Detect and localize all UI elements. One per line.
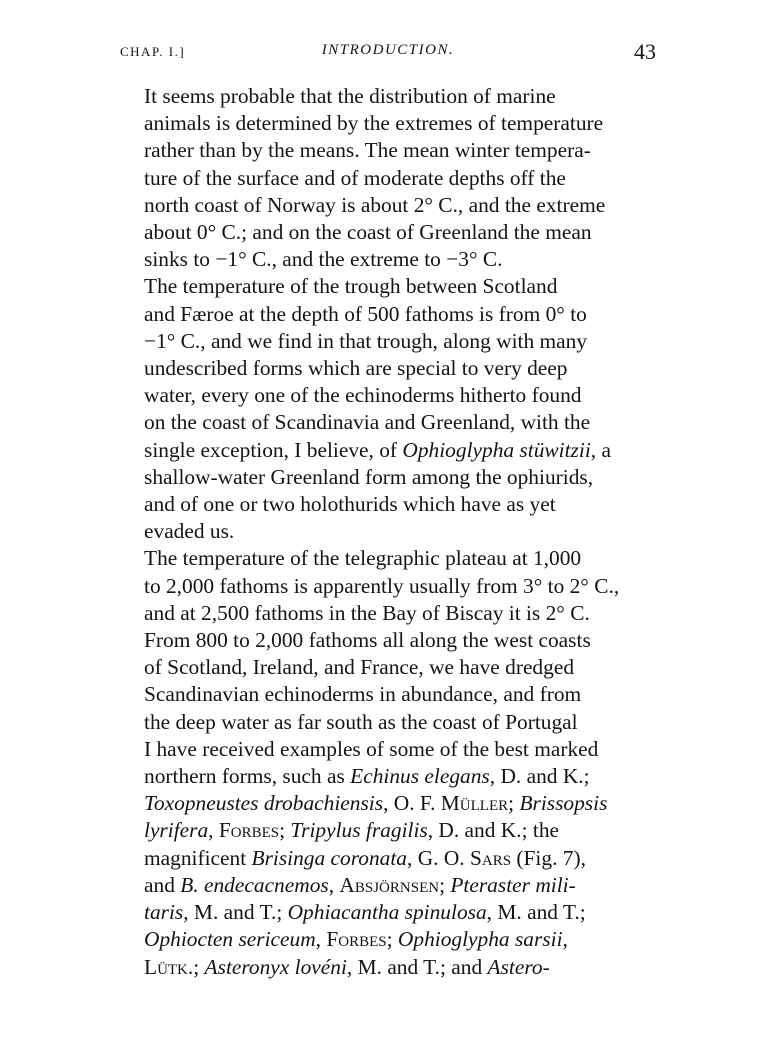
body-text <box>120 83 656 981</box>
text-line: and of one or two holothurids which have as yet <box>144 492 556 517</box>
text-line: It seems probable that the distribution of marine <box>144 84 556 108</box>
text-line: and Færoe at the depth of 500 fathoms is from 0° to <box>144 301 587 326</box>
text-line: single exception, I believe, of Ophioglypha stüwitzii, a <box>144 437 611 462</box>
paragraph-1 <box>120 83 656 273</box>
text-line: From 800 to 2,000 fathoms all along the west coasts <box>144 628 591 653</box>
text-line: northern forms, such as Echinus elegans, D. and K.; <box>144 764 590 789</box>
text-line: and B. endecacnemos, Absjörnsen; Pteraster mili- <box>144 872 576 897</box>
text-line: evaded us. <box>144 519 235 544</box>
paragraph-3 <box>120 545 656 980</box>
text-line: north coast of Norway is about 2° C., and the extreme <box>144 192 606 217</box>
paragraph-2 <box>120 273 656 545</box>
text-line: and at 2,500 fathoms in the Bay of Biscay it is 2° C. <box>144 600 590 625</box>
chapter-label: CHAP. I.] <box>120 44 186 59</box>
text-line: on the coast of Scandinavia and Greenland, with the <box>144 410 591 435</box>
text-line: rather than by the means. The mean winter tempera- <box>144 138 591 163</box>
text-line: undescribed forms which are special to very deep <box>144 356 568 381</box>
text-line: the deep water as far south as the coast of Portugal <box>144 709 578 734</box>
text-line: water, every one of the echinoderms hitherto found <box>144 383 582 408</box>
text-line: animals is determined by the extremes of temperature <box>144 111 604 136</box>
text-line: taris, M. and T.; Ophiacantha spinulosa, M. and T.; <box>144 900 586 925</box>
text-line: The temperature of the telegraphic plateau at 1,000 <box>144 546 582 571</box>
text-line: about 0° C.; and on the coast of Greenland the mean <box>144 220 592 245</box>
text-line: The temperature of the trough between Scotland <box>144 274 558 299</box>
text-line: shallow-water Greenland form among the ophiurids, <box>144 464 594 489</box>
running-header <box>120 38 656 68</box>
text-line: magnificent Brisinga coronata, G. O. Sars (Fig. 7), <box>144 845 586 870</box>
page-number: 43 <box>634 39 656 64</box>
text-line: lyrifera, Forbes; Tripylus fragilis, D. and K.; the <box>144 818 560 843</box>
text-line: ture of the surface and of moderate depths off the <box>144 165 566 190</box>
text-line: of Scotland, Ireland, and France, we have dredged <box>144 655 575 680</box>
text-line: I have received examples of some of the best marked <box>144 736 599 761</box>
text-line: Scandinavian echinoderms in abundance, and from <box>144 682 582 707</box>
text-line: sinks to −1° C., and the extreme to −3° C. <box>144 247 503 272</box>
running-title: INTRODUCTION. <box>321 42 455 58</box>
text-line: Ophiocten sericeum, Forbes; Ophioglypha sarsii, <box>144 927 568 952</box>
text-line: Toxopneustes drobachiensis, O. F. Müller; Brissopsis <box>144 791 608 816</box>
text-line: −1° C., and we find in that trough, along with many <box>144 328 588 353</box>
text-line: Lütk.; Asteronyx lovéni, M. and T.; and Astero- <box>144 954 550 979</box>
text-line: to 2,000 fathoms is apparently usually from 3° to 2° C., <box>144 573 620 598</box>
